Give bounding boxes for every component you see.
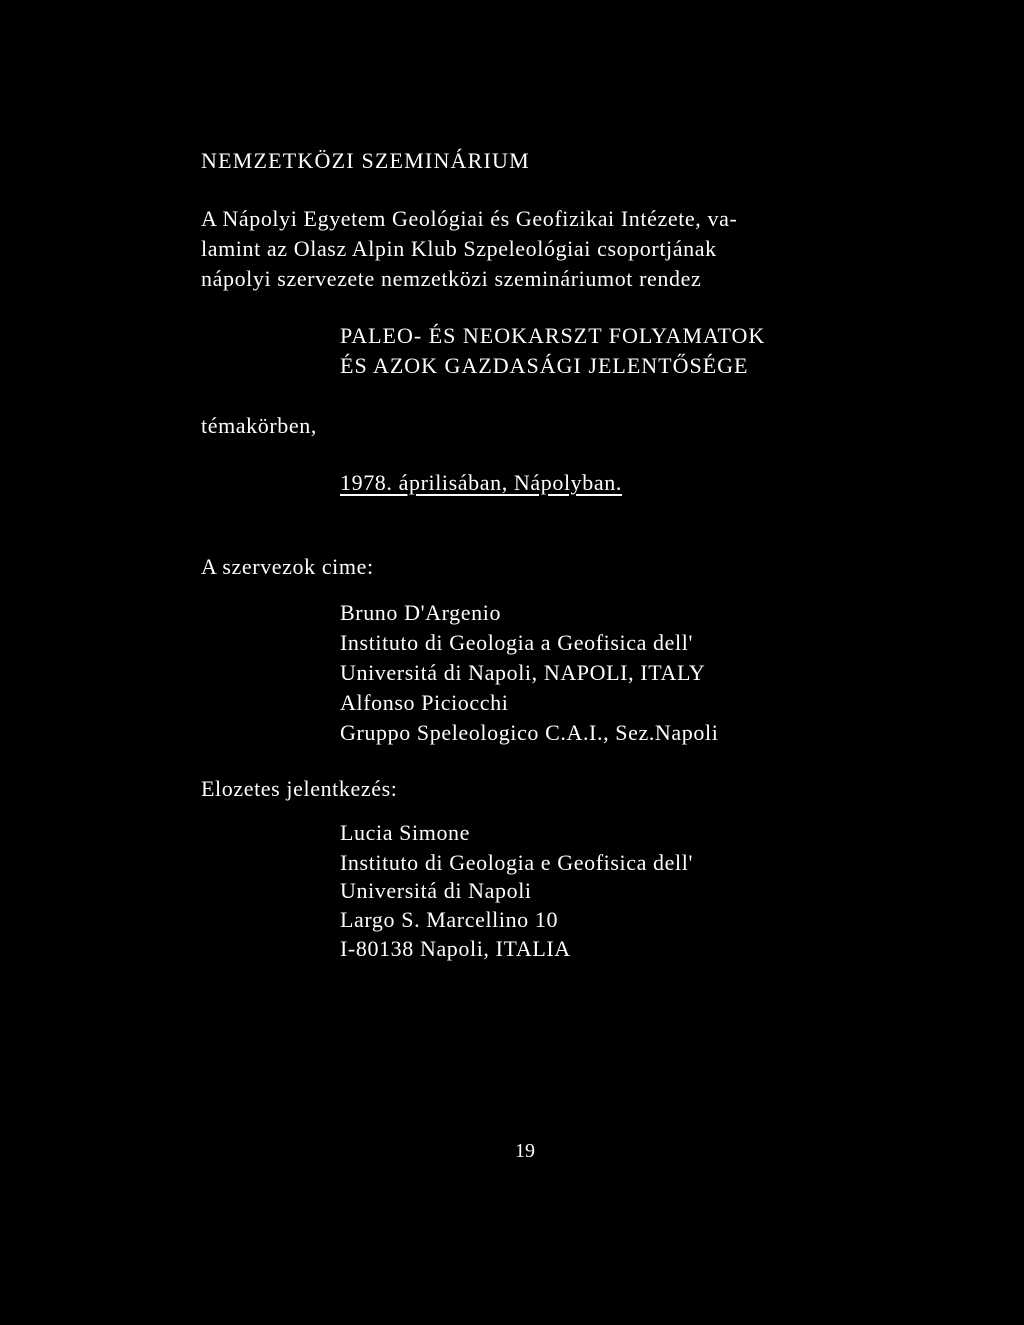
topic-title-line: ÉS AZOK GAZDASÁGI JELENTŐSÉGE — [340, 353, 749, 378]
registration-line: Instituto di Geologia e Geofisica dell' — [340, 850, 694, 875]
organizer-line: Alfonso Piciocchi — [340, 690, 509, 715]
organizer-line: Gruppo Speleologico C.A.I., Sez.Napoli — [340, 720, 719, 745]
registration-line: Universitá di Napoli — [340, 878, 532, 903]
intro-line: A Nápolyi Egyetem Geológiai és Geofizikai Intézete, va- — [201, 206, 738, 231]
topic-title-line: PALEO- ÉS NEOKARSZT FOLYAMATOK — [340, 323, 766, 348]
seminar-heading: NEMZETKÖZI SZEMINÁRIUM — [201, 148, 530, 173]
organizer-line: Universitá di Napoli, NAPOLI, ITALY — [340, 660, 706, 685]
organizer-line: Bruno D'Argenio — [340, 600, 502, 625]
registration-line: I-80138 Napoli, ITALIA — [340, 936, 571, 961]
topic-label: témakörben, — [201, 413, 317, 438]
organizers-label: A szervezok cime: — [201, 554, 374, 579]
organizer-line: Instituto di Geologia a Geofisica dell' — [340, 630, 694, 655]
intro-line: nápolyi szervezete nemzetközi szemináriumot rendez — [201, 266, 702, 291]
registration-label: Elozetes jelentkezés: — [201, 776, 398, 801]
registration-line: Lucia Simone — [340, 820, 471, 845]
registration-line: Largo S. Marcellino 10 — [340, 907, 559, 932]
date-place: 1978. áprilisában, Nápolyban. — [340, 470, 622, 495]
page-number: 19 — [515, 1140, 535, 1162]
intro-line: lamint az Olasz Alpin Klub Szpeleológiai csoportjának — [201, 236, 717, 261]
